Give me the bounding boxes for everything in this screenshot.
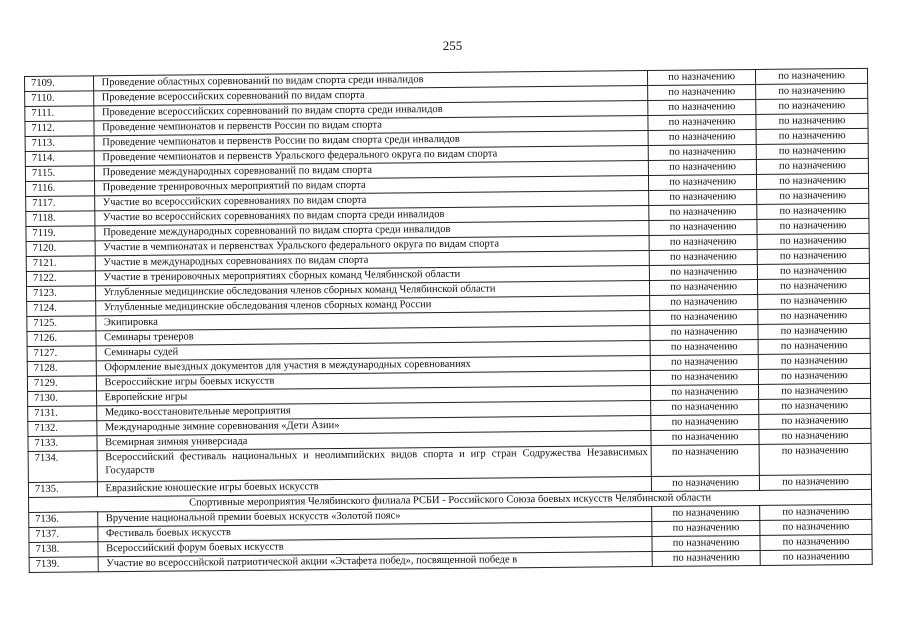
row-number: 7139. [29, 557, 98, 573]
row-value-1: по назначению [648, 114, 756, 130]
row-value-2: по назначению [760, 534, 872, 550]
row-number: 7114. [25, 151, 94, 167]
row-value-2: по назначению [760, 519, 872, 535]
row-value-2: по назначению [760, 504, 872, 520]
row-value-2: по назначению [758, 278, 870, 294]
row-value-2: по назначению [758, 293, 870, 309]
row-number: 7118. [26, 211, 95, 227]
row-name: Экипировка [95, 311, 650, 331]
row-number: 7120. [26, 241, 95, 257]
row-name: Вручение национальной премии боевых искусств «Золотой пояс» [97, 506, 652, 526]
row-value-1: по назначению [649, 189, 757, 205]
row-name: Участие во всероссийских соревнованиях по видам спорта среди инвалидов [94, 206, 649, 226]
row-value-1: по назначению [648, 159, 756, 175]
row-name: Евразийские юношеские игры боевых искусств [97, 476, 652, 496]
row-name: Участие во всероссийской патриотической акции «Эстафета побед», посвященной победе в [98, 551, 653, 571]
row-number: 7136. [29, 512, 98, 528]
row-value-1: по назначению [650, 294, 758, 310]
row-value-1: по назначению [649, 234, 757, 250]
row-value-2: по назначению [759, 413, 871, 429]
row-value-2: по назначению [756, 113, 868, 129]
row-number: 7119. [26, 226, 95, 242]
row-value-2: по назначению [756, 143, 868, 159]
row-value-2: по назначению [757, 188, 869, 204]
row-number: 7132. [28, 421, 97, 437]
row-value-1: по назначению [650, 279, 758, 295]
row-number: 7109. [25, 76, 94, 92]
row-value-2: по назначению [757, 248, 869, 264]
row-number: 7121. [26, 256, 95, 272]
row-number: 7129. [27, 376, 96, 392]
row-name: Проведение всероссийских соревнований по видам спорта [93, 86, 648, 106]
row-value-1: по назначению [648, 99, 756, 115]
row-value-1: по назначению [651, 384, 759, 400]
row-value-1: по назначению [651, 444, 759, 476]
row-number: 7122. [26, 271, 95, 287]
row-number: 7128. [27, 361, 96, 377]
row-number: 7125. [27, 316, 96, 332]
row-number: 7111. [25, 106, 94, 122]
row-value-2: по назначению [756, 158, 868, 174]
page-number: 255 [442, 38, 463, 53]
row-name: Всероссийский фестиваль национальных и неолимпийских видов спорта и игр стран Содружества Независимых Государств [97, 445, 652, 481]
row-value-1: по назначению [649, 204, 757, 220]
row-name: Участие в международных соревнованиях по видам спорта [95, 251, 650, 271]
row-number: 7131. [28, 406, 97, 422]
row-name: Медико-восстановительные мероприятия [96, 400, 651, 420]
row-number: 7127. [27, 346, 96, 362]
row-value-1: по назначению [652, 520, 760, 536]
row-value-2: по назначению [759, 443, 871, 475]
row-value-2: по назначению [759, 383, 871, 399]
row-value-2: по назначению [758, 338, 870, 354]
row-number: 7117. [26, 196, 95, 212]
row-value-1: по назначению [649, 249, 757, 265]
row-number: 7134. [28, 451, 97, 483]
row-name: Европейские игры [96, 385, 651, 405]
row-number: 7133. [28, 436, 97, 452]
row-number: 7113. [25, 136, 94, 152]
row-value-1: по назначению [648, 129, 756, 145]
row-value-1: по назначению [651, 369, 759, 385]
row-value-1: по назначению [648, 69, 756, 85]
row-value-2: по назначению [758, 368, 870, 384]
row-name: Проведение всероссийских соревнований по видам спорта среди инвалидов [93, 101, 648, 121]
row-value-2: по назначению [756, 128, 868, 144]
row-value-1: по назначению [652, 475, 760, 491]
row-value-2: по назначению [760, 549, 872, 565]
row-value-1: по назначению [652, 550, 760, 566]
row-value-1: по назначению [650, 339, 758, 355]
row-name: Всероссийские игры боевых искусств [96, 370, 651, 390]
row-number: 7112. [25, 121, 94, 137]
row-number: 7124. [27, 301, 96, 317]
row-name: Участие в чемпионатах и первенствах Уральского федерального округа по видам спорта [95, 236, 650, 256]
row-value-1: по назначению [651, 399, 759, 415]
row-value-1: по назначению [650, 309, 758, 325]
row-value-1: по назначению [650, 354, 758, 370]
row-name: Всероссийский форум боевых искусств [98, 536, 653, 556]
row-name: Фестиваль боевых искусств [97, 521, 652, 541]
row-name: Семинары тренеров [96, 326, 651, 346]
row-value-2: по назначению [757, 173, 869, 189]
row-value-1: по назначению [650, 324, 758, 340]
row-number: 7126. [27, 331, 96, 347]
row-value-2: по назначению [758, 308, 870, 324]
row-number: 7110. [25, 91, 94, 107]
row-value-2: по назначению [757, 218, 869, 234]
row-value-2: по назначению [757, 233, 869, 249]
row-number: 7123. [27, 286, 96, 302]
row-number: 7137. [29, 527, 98, 543]
row-value-1: по назначению [648, 144, 756, 160]
row-name: Проведение областных соревнований по видам спорта среди инвалидов [93, 71, 648, 91]
row-name: Участие в тренировочных мероприятиях сборных команд Челябинской области [95, 266, 650, 286]
row-number: 7135. [28, 482, 97, 498]
row-value-1: по назначению [649, 219, 757, 235]
row-name: Проведение чемпионатов и первенств России по видам спорта среди инвалидов [94, 131, 649, 151]
row-value-2: по назначению [759, 398, 871, 414]
row-name: Проведение международных соревнований по видам спорта среди инвалидов [95, 221, 650, 241]
row-value-2: по назначению [758, 353, 870, 369]
row-name: Углубленные медицинские обследования членов сборных команд России [95, 296, 650, 316]
row-value-2: по назначению [756, 83, 868, 99]
row-value-2: по назначению [756, 98, 868, 114]
row-value-1: по назначению [651, 414, 759, 430]
section-heading: Спортивные мероприятия Челябинского филиала РСБИ - Российского Союза боевых искусств Челябинской области [29, 489, 872, 512]
data-table [24, 68, 873, 573]
row-value-2: по назначению [757, 263, 869, 279]
row-number: 7116. [26, 181, 95, 197]
row-value-2: по назначению [758, 323, 870, 339]
row-name: Проведение чемпионатов и первенств Уральского федерального округа по видам спорта [94, 146, 649, 166]
row-value-1: по назначению [650, 264, 758, 280]
row-name: Проведение тренировочных мероприятий по видам спорта [94, 176, 649, 196]
row-number: 7115. [25, 166, 94, 182]
row-value-2: по назначению [759, 428, 871, 444]
row-number: 7130. [28, 391, 97, 407]
row-name: Проведение чемпионатов и первенств России по видам спорта [93, 116, 648, 136]
row-name: Участие во всероссийских соревнованиях по видам спорта [94, 191, 649, 211]
row-value-1: по назначению [652, 505, 760, 521]
row-value-2: по назначению [759, 474, 871, 490]
row-value-2: по назначению [757, 203, 869, 219]
row-name: Проведение международных соревнований по видам спорта [94, 161, 649, 181]
row-value-2: по назначению [756, 68, 868, 84]
row-name: Углубленные медицинские обследования членов сборных команд Челябинской области [95, 281, 650, 301]
row-name: Семинары судей [96, 341, 651, 361]
row-value-1: по назначению [652, 535, 760, 551]
row-value-1: по назначению [651, 429, 759, 445]
row-value-1: по назначению [649, 174, 757, 190]
row-name: Международные зимние соревнования «Дети Азии» [96, 415, 651, 435]
row-name: Всемирная зимняя универсиада [97, 430, 652, 450]
row-name: Оформление выездных документов для участия в международных соревнованиях [96, 356, 651, 376]
row-value-1: по назначению [648, 84, 756, 100]
row-number: 7138. [29, 542, 98, 558]
